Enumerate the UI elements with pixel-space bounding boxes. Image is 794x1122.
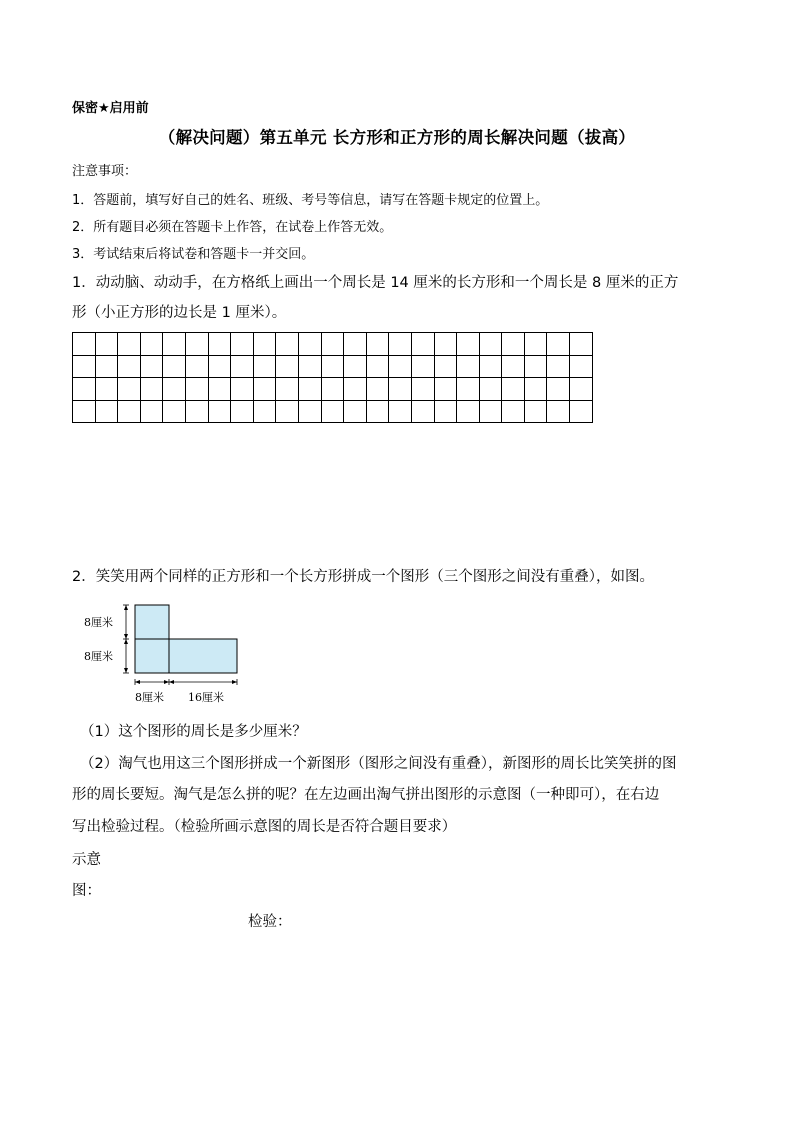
grid-cell bbox=[185, 400, 208, 423]
diagram-label-line-2: 图： bbox=[72, 883, 101, 899]
grid-cell bbox=[411, 333, 434, 356]
grid-cell bbox=[344, 378, 367, 401]
grid-cell bbox=[73, 378, 96, 401]
grid-cell bbox=[140, 355, 163, 378]
l-shape-figure bbox=[78, 600, 258, 710]
bottom-square bbox=[135, 639, 169, 673]
grid-cell bbox=[140, 333, 163, 356]
grid-cell bbox=[570, 400, 593, 423]
grid-cell bbox=[163, 355, 186, 378]
grid-cell bbox=[321, 400, 344, 423]
grid-cell bbox=[95, 378, 118, 401]
grid-cell bbox=[95, 400, 118, 423]
confidential-label: 保密★启用前 bbox=[72, 101, 149, 116]
grid-cell bbox=[73, 355, 96, 378]
grid-cell bbox=[547, 355, 570, 378]
grid-cell bbox=[366, 355, 389, 378]
grid-cell bbox=[547, 333, 570, 356]
grid-cell bbox=[276, 333, 299, 356]
grid-cell bbox=[524, 400, 547, 423]
grid-cell bbox=[208, 355, 231, 378]
grid-cell bbox=[253, 378, 276, 401]
grid-cell bbox=[457, 378, 480, 401]
grid-cell bbox=[389, 355, 412, 378]
check-label: 检验： bbox=[248, 914, 292, 930]
grid-cell bbox=[118, 333, 141, 356]
grid-cell bbox=[502, 400, 525, 423]
grid-cell bbox=[434, 400, 457, 423]
grid-cell bbox=[479, 400, 502, 423]
grid-cell bbox=[73, 400, 96, 423]
grid-cell bbox=[185, 333, 208, 356]
grid-cell bbox=[479, 355, 502, 378]
grid-cell bbox=[298, 400, 321, 423]
grid-cell bbox=[298, 355, 321, 378]
grid-cell bbox=[208, 333, 231, 356]
question-2-sub-2-line-3: 写出检验过程。（检验所画示意图的周长是否符合题目要求） bbox=[72, 819, 457, 835]
grid-cell bbox=[547, 400, 570, 423]
grid-cell bbox=[185, 378, 208, 401]
grid-cell bbox=[411, 400, 434, 423]
note-item-3: 3．考试结束后将试卷和答题卡一并交回。 bbox=[72, 247, 315, 262]
grid-cell bbox=[502, 378, 525, 401]
grid-row bbox=[73, 355, 593, 378]
label-bottom-left: 8厘米 bbox=[135, 691, 164, 704]
grid-cell bbox=[321, 333, 344, 356]
grid-cell bbox=[185, 355, 208, 378]
note-item-2: 2．所有题目必须在答题卡上作答，在试卷上作答无效。 bbox=[72, 220, 393, 235]
grid-cell bbox=[276, 355, 299, 378]
grid-cell bbox=[163, 378, 186, 401]
grid-cell bbox=[457, 333, 480, 356]
grid-cell bbox=[276, 378, 299, 401]
grid-cell bbox=[344, 400, 367, 423]
question-2-sub-1: （1）这个图形的周长是多少厘米？ bbox=[80, 724, 307, 740]
grid-cell bbox=[366, 400, 389, 423]
grid-cell bbox=[524, 333, 547, 356]
grid-cell bbox=[434, 355, 457, 378]
grid-cell bbox=[73, 333, 96, 356]
grid-cell bbox=[118, 400, 141, 423]
grid-cell bbox=[389, 378, 412, 401]
grid-cell bbox=[95, 355, 118, 378]
grid-cell bbox=[389, 400, 412, 423]
label-bottom-side: 8厘米 bbox=[84, 650, 113, 663]
grid-cell bbox=[163, 333, 186, 356]
grid-cell bbox=[253, 333, 276, 356]
grid-cell bbox=[118, 378, 141, 401]
grid-cell bbox=[479, 333, 502, 356]
grid-cell bbox=[547, 378, 570, 401]
grid-cell bbox=[502, 333, 525, 356]
grid-cell bbox=[570, 333, 593, 356]
grid-cell bbox=[231, 355, 254, 378]
right-rectangle bbox=[169, 639, 237, 673]
grid-cell bbox=[344, 355, 367, 378]
grid-cell bbox=[163, 400, 186, 423]
question-2-sub-2-line-1: （2）淘气也用这三个图形拼成一个新图形（图形之间没有重叠），新图形的周长比笑笑拼的图 bbox=[80, 756, 677, 772]
grid-cell bbox=[95, 333, 118, 356]
grid-cell bbox=[434, 378, 457, 401]
grid-row bbox=[73, 378, 593, 401]
grid-cell bbox=[276, 400, 299, 423]
grid-cell bbox=[298, 333, 321, 356]
grid-cell bbox=[140, 378, 163, 401]
grid-cell bbox=[502, 355, 525, 378]
question-2-sub-2-line-2: 形的周长要短。淘气是怎么拼的呢？在左边画出淘气拼出图形的示意图（一种即可），在右边 bbox=[72, 787, 660, 803]
grid-cell bbox=[457, 355, 480, 378]
grid-cell bbox=[344, 333, 367, 356]
grid-cell bbox=[208, 378, 231, 401]
grid-cell bbox=[253, 400, 276, 423]
diagram-label-line-1: 示意 bbox=[72, 852, 101, 868]
note-item-1: 1．答题前，填写好自己的姓名、班级、考号等信息，请写在答题卡规定的位置上。 bbox=[72, 193, 549, 208]
grid-cell bbox=[411, 355, 434, 378]
grid-cell bbox=[434, 333, 457, 356]
grid-cell bbox=[366, 378, 389, 401]
grid-cell bbox=[231, 333, 254, 356]
grid-cell bbox=[389, 333, 412, 356]
grid-cell bbox=[524, 355, 547, 378]
grid-cell bbox=[479, 378, 502, 401]
grid-cell bbox=[253, 355, 276, 378]
grid-cell bbox=[231, 378, 254, 401]
grid-cell bbox=[366, 333, 389, 356]
grid-cell bbox=[321, 378, 344, 401]
grid-cell bbox=[524, 378, 547, 401]
grid-cell bbox=[570, 378, 593, 401]
question-1-line-1: 1．动动脑、动动手，在方格纸上画出一个周长是 14 厘米的长方形和一个周长是 8 厘米的正方 bbox=[72, 275, 679, 291]
grid-cell bbox=[118, 355, 141, 378]
label-bottom-right: 16厘米 bbox=[188, 691, 224, 704]
question-2-stem: 2．笑笑用两个同样的正方形和一个长方形拼成一个图形（三个图形之间没有重叠），如图。 bbox=[72, 569, 654, 585]
grid-cell bbox=[231, 400, 254, 423]
grid-row bbox=[73, 400, 593, 423]
grid-cell bbox=[140, 400, 163, 423]
grid-cell bbox=[570, 355, 593, 378]
top-square bbox=[135, 605, 169, 639]
page-title: （解决问题）第五单元 长方形和正方形的周长解决问题（拔高） bbox=[158, 128, 636, 147]
grid-cell bbox=[298, 378, 321, 401]
notes-heading: 注意事项： bbox=[72, 164, 138, 179]
grid-cell bbox=[457, 400, 480, 423]
grid-cell bbox=[321, 355, 344, 378]
grid-row bbox=[73, 333, 593, 356]
label-top-side: 8厘米 bbox=[84, 616, 113, 629]
question-1-line-2: 形（小正方形的边长是 1 厘米）。 bbox=[72, 305, 287, 321]
square-grid bbox=[72, 332, 593, 423]
grid-cell bbox=[411, 378, 434, 401]
grid-cell bbox=[208, 400, 231, 423]
